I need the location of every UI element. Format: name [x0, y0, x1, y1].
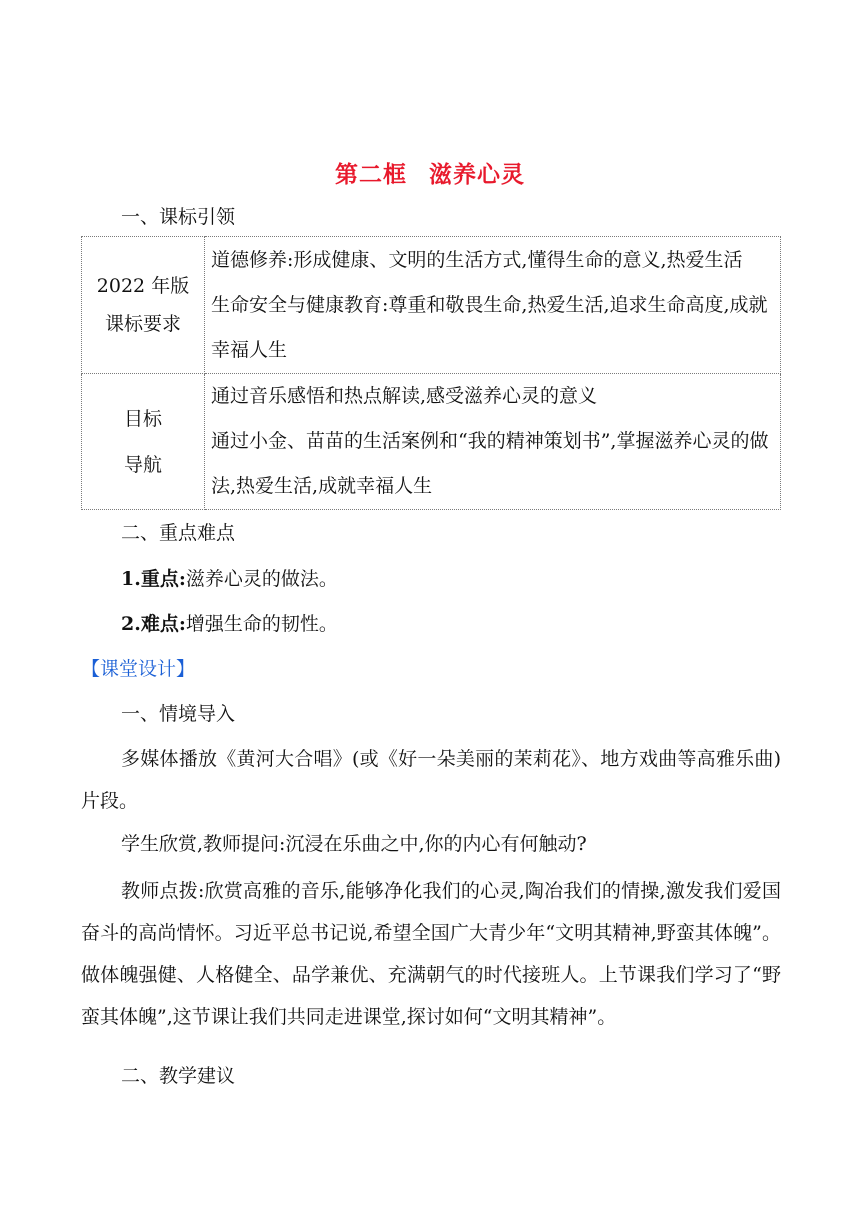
paragraph-explanation: 教师点拨:欣赏高雅的音乐,能够净化我们的心灵,陶冶我们的情操,激发我们爱国奋斗的高尚情怀。习近平总书记说,希望全国广大青少年“文明其精神,野蛮其体魄”。做体魄强健、人格健全、品学兼优、充满朝气的时代接班人。上节课我们学习了“野蛮其体魄”,这节课让我们共同走进课堂,探讨如何“文明其精神”。	[81, 880, 781, 1028]
difficulty-text: 增强生命的韧性。	[185, 613, 338, 635]
row-content-standards: 道德修养:形成健康、文明的生活方式,懂得生命的意义,热爱生活 生命安全与健康教育:尊重和敬畏生命,热爱生活,追求生命高度,成就幸福人生	[205, 237, 781, 374]
curriculum-table	[81, 236, 781, 510]
row-label-objectives: 目标 导航	[82, 374, 205, 510]
table-row	[82, 237, 781, 374]
key-point-line	[121, 566, 781, 592]
section-heading-key-points: 二、重点难点	[121, 522, 236, 544]
section-heading-intro: 一、情境导入	[121, 703, 236, 725]
key-point-label: 1.重点:	[121, 568, 186, 590]
page-title	[0, 156, 860, 189]
paragraph-question: 学生欣赏,教师提问:沉浸在乐曲之中,你的内心有何触动?	[121, 833, 587, 855]
difficulty-label: 2.难点:	[121, 613, 186, 635]
difficulty-line	[121, 611, 781, 637]
class-design-title: 【课堂设计】	[81, 658, 196, 680]
table-row	[82, 374, 781, 510]
section-heading-curriculum: 一、课标引领	[121, 206, 236, 228]
key-point-text: 滋养心灵的做法。	[185, 568, 338, 590]
paragraph-multimedia: 多媒体播放《黄河大合唱》(或《好一朵美丽的茉莉花》、地方戏曲等高雅乐曲)片段。	[81, 748, 781, 812]
row-content-objectives: 通过音乐感悟和热点解读,感受滋养心灵的意义 通过小金、苗苗的生活案例和“我的精神策划书”,掌握滋养心灵的做法,热爱生活,成就幸福人生	[205, 374, 781, 510]
section-heading-teaching: 二、教学建议	[121, 1065, 236, 1087]
row-label-standards: 2022 年版 课标要求	[82, 237, 205, 374]
title-part1: 第二框	[335, 162, 407, 188]
title-part2: 滋养心灵	[429, 162, 525, 188]
